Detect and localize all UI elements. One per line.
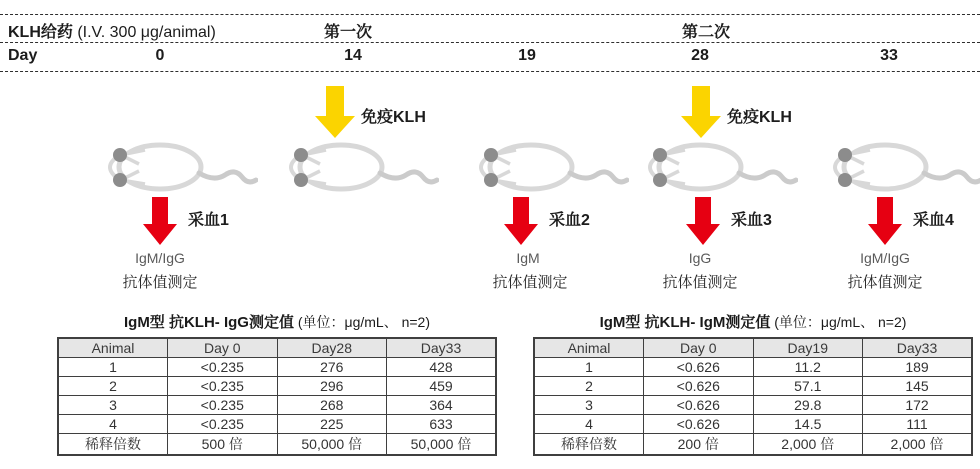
- table-cell: <0.235: [168, 358, 278, 377]
- table-cell: 296: [277, 377, 387, 396]
- igg-table-title: [57, 311, 497, 332]
- table-cell: 145: [863, 377, 973, 396]
- dashed-rule-bottom: [0, 71, 980, 72]
- table-header-row: [58, 338, 496, 358]
- ig-type-label-2: IgM: [516, 250, 540, 266]
- mouse-icon: [823, 138, 980, 196]
- table-row: [58, 434, 496, 456]
- table-cell: 稀释倍数: [534, 434, 644, 456]
- table-cell: 4: [534, 415, 644, 434]
- table-row: [58, 396, 496, 415]
- table-cell: 200 倍: [644, 434, 754, 456]
- igm-results-table: [533, 337, 973, 456]
- dashed-rule-middle: [0, 42, 980, 43]
- second-dose-label: 第二次: [681, 24, 730, 41]
- table-header-cell: Animal: [58, 338, 168, 358]
- table-row: [534, 434, 972, 456]
- assay-label-3: 抗体值测定: [662, 274, 738, 291]
- table-row: [58, 358, 496, 377]
- table-cell: <0.235: [168, 377, 278, 396]
- table-row: [58, 377, 496, 396]
- table-row: [534, 396, 972, 415]
- blood-draw-arrow-icon: [686, 197, 720, 245]
- blood-draw-label-1: 采血1: [188, 212, 229, 229]
- assay-label-2: 抗体值测定: [492, 274, 568, 291]
- table-cell: 2: [534, 377, 644, 396]
- igm-table-title-bold: IgM型 抗KLH- IgM测定值: [599, 314, 771, 331]
- ig-type-label-3: IgG: [688, 250, 712, 266]
- table-cell: 1: [534, 358, 644, 377]
- igm-table-title-units: (单位：μg/mL、 n=2): [770, 314, 907, 330]
- table-row: [58, 415, 496, 434]
- table-header-cell: Day33: [387, 338, 497, 358]
- table-cell: 428: [387, 358, 497, 377]
- dashed-rule-top: [0, 14, 980, 15]
- table-cell: 4: [58, 415, 168, 434]
- igg-table-section: [57, 311, 497, 456]
- blood-draw-label-2: 采血2: [549, 212, 590, 229]
- mouse-icon: [279, 138, 439, 196]
- day-28: 28: [691, 47, 709, 64]
- klh-dosing-label: [8, 19, 216, 42]
- ig-type-label-1: IgM/IgG: [135, 250, 185, 266]
- mouse-icon: [469, 138, 629, 196]
- day-19: 19: [518, 47, 536, 64]
- table-cell: 111: [863, 415, 973, 434]
- day-row-label: Day: [8, 47, 38, 64]
- table-cell: 11.2: [753, 358, 863, 377]
- table-header-row: [534, 338, 972, 358]
- assay-label-4: 抗体值测定: [847, 274, 923, 291]
- klh-dosing-label-bold: KLH给药: [8, 24, 73, 41]
- mouse-icon: [638, 138, 798, 196]
- immunize-klh-label-2: 免疫KLH: [727, 109, 792, 126]
- table-cell: 500 倍: [168, 434, 278, 456]
- klh-dosing-label-rest: (I.V. 300 μg/animal): [72, 24, 216, 41]
- table-header-cell: Day28: [277, 338, 387, 358]
- igg-results-table: [57, 337, 497, 456]
- igg-table-title-bold: IgM型 抗KLH- IgG测定值: [123, 314, 294, 331]
- blood-draw-arrow-icon: [143, 197, 177, 245]
- table-cell: 225: [277, 415, 387, 434]
- table-header-cell: Day33: [863, 338, 973, 358]
- blood-draw-label-4: 采血4: [913, 212, 954, 229]
- table-cell: 1: [58, 358, 168, 377]
- table-cell: 3: [534, 396, 644, 415]
- table-cell: 57.1: [753, 377, 863, 396]
- table-cell: <0.626: [644, 396, 754, 415]
- first-dose-label: 第一次: [323, 24, 372, 41]
- table-cell: 459: [387, 377, 497, 396]
- table-header-cell: Day 0: [168, 338, 278, 358]
- igg-table-title-units: (单位：μg/mL、 n=2): [293, 314, 431, 330]
- table-cell: <0.626: [644, 415, 754, 434]
- table-cell: <0.235: [168, 396, 278, 415]
- ig-type-label-4: IgM/IgG: [860, 250, 910, 266]
- table-cell: 364: [387, 396, 497, 415]
- table-cell: 276: [277, 358, 387, 377]
- assay-label-1: 抗体值测定: [122, 274, 198, 291]
- day-0: 0: [155, 47, 165, 64]
- table-row: [534, 358, 972, 377]
- blood-draw-arrow-icon: [504, 197, 538, 245]
- table-cell: 稀释倍数: [58, 434, 168, 456]
- table-cell: 2,000 倍: [863, 434, 973, 456]
- immunize-klh-label-1: 免疫KLH: [361, 109, 426, 126]
- table-row: [534, 377, 972, 396]
- table-header-cell: Animal: [534, 338, 644, 358]
- table-cell: 14.5: [753, 415, 863, 434]
- table-cell: 3: [58, 396, 168, 415]
- table-cell: 189: [863, 358, 973, 377]
- table-cell: <0.626: [644, 358, 754, 377]
- table-cell: 633: [387, 415, 497, 434]
- igm-table-title: [533, 311, 973, 332]
- table-cell: <0.235: [168, 415, 278, 434]
- day-14: 14: [344, 47, 362, 64]
- day-33: 33: [880, 47, 898, 64]
- blood-draw-arrow-icon: [868, 197, 902, 245]
- blood-draw-label-3: 采血3: [731, 212, 772, 229]
- table-cell: 29.8: [753, 396, 863, 415]
- table-header-cell: Day 0: [644, 338, 754, 358]
- table-cell: 268: [277, 396, 387, 415]
- table-cell: 50,000 倍: [277, 434, 387, 456]
- immunize-arrow-icon: [315, 86, 355, 138]
- table-row: [534, 415, 972, 434]
- table-cell: <0.626: [644, 377, 754, 396]
- immunize-arrow-icon: [681, 86, 721, 138]
- igm-table-section: [533, 311, 973, 456]
- table-cell: 2: [58, 377, 168, 396]
- table-header-cell: Day19: [753, 338, 863, 358]
- table-cell: 2,000 倍: [753, 434, 863, 456]
- mouse-icon: [98, 138, 258, 196]
- table-cell: 172: [863, 396, 973, 415]
- table-cell: 50,000 倍: [387, 434, 497, 456]
